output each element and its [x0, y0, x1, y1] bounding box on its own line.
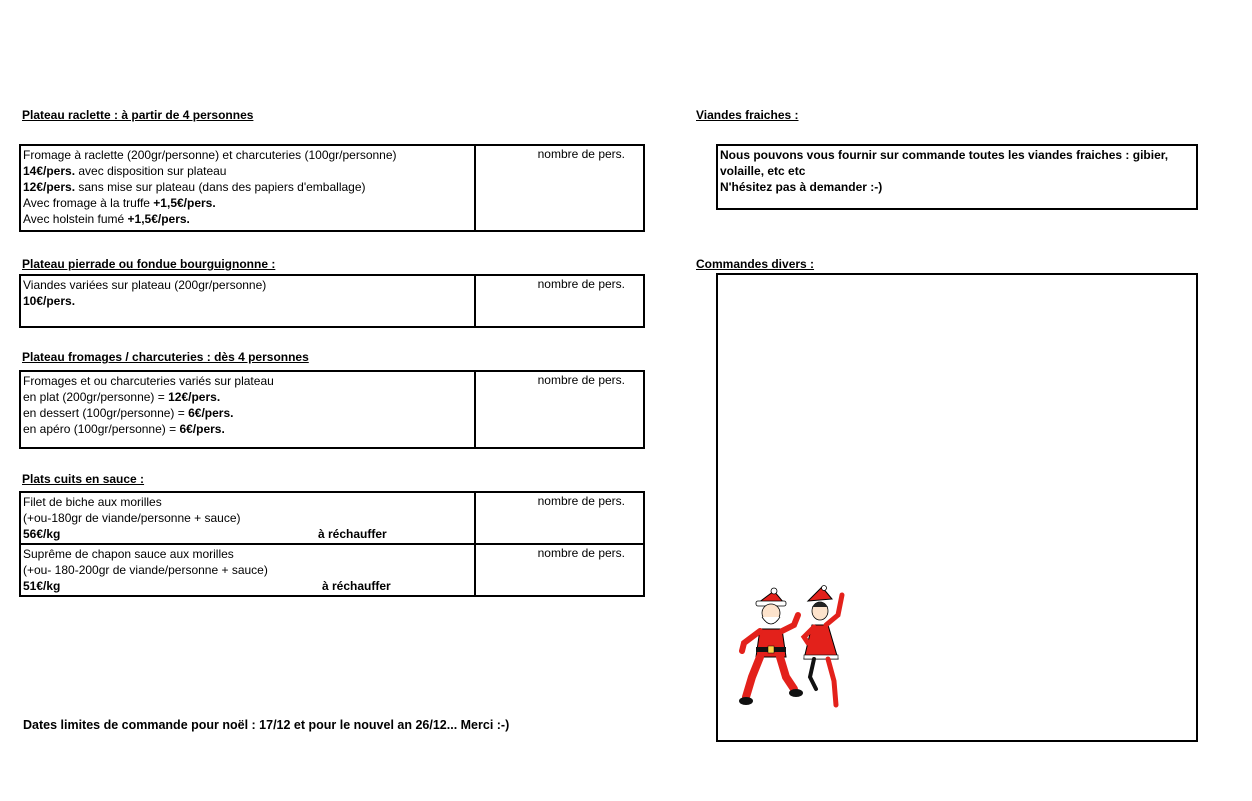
fromages-count-label: nombre de pers. [537, 373, 625, 387]
pierrade-box [19, 274, 645, 328]
fromages-apero-text: en apéro (100gr/personne) = [23, 422, 180, 436]
raclette-plateau-text: avec disposition sur plateau [75, 164, 227, 178]
biche-line2: (+ou-180gr de viande/personne + sauce) [23, 511, 241, 525]
biche-box [19, 491, 645, 545]
order-deadline: Dates limites de commande pour noël : 17/12 et pour le nouvel an 26/12... Merci :-) [23, 718, 510, 732]
chapon-count-field[interactable] [474, 545, 643, 595]
mrs-claus-figure [804, 586, 842, 706]
biche-count-label: nombre de pers. [537, 494, 625, 508]
fromages-count-field[interactable] [474, 372, 643, 447]
chapon-box [19, 543, 645, 597]
fromages-plat-text: en plat (200gr/personne) = [23, 390, 169, 404]
viandes-line1: Nous pouvons vous fournir sur commande toutes les viandes fraiches : gibier, [720, 148, 1169, 162]
raclette-truffe-price: +1,5€/pers. [153, 196, 216, 210]
viandes-text [718, 146, 1196, 196]
raclette-title: Plateau raclette : à partir de 4 personnes [22, 108, 254, 122]
chapon-price: 51€/kg [23, 579, 61, 593]
raclette-count-field[interactable] [474, 146, 643, 230]
biche-line1: Filet de biche aux morilles [23, 495, 162, 509]
chapon-reheat-note: à réchauffer [322, 579, 391, 593]
fromages-dessert-text: en dessert (100gr/personne) = [23, 406, 189, 420]
viandes-title: Viandes fraiches : [696, 108, 799, 122]
fromages-description [21, 372, 476, 447]
pierrade-description [21, 276, 476, 326]
raclette-holstein-text: Avec holstein fumé [23, 212, 128, 226]
fromages-dessert-price: 6€/pers. [188, 406, 234, 420]
biche-count-field[interactable] [474, 493, 643, 543]
raclette-line1: Fromage à raclette (200gr/personne) et charcuteries (100gr/personne) [23, 148, 397, 162]
santa-figure [739, 588, 803, 705]
plats-title: Plats cuits en sauce : [22, 472, 145, 486]
pierrade-title: Plateau pierrade ou fondue bourguignonne : [22, 257, 276, 271]
viandes-line3: N'hésitez pas à demander :-) [720, 180, 883, 194]
raclette-price-sans: 12€/pers. [23, 180, 76, 194]
fromages-box [19, 370, 645, 449]
chapon-count-label: nombre de pers. [537, 546, 625, 560]
biche-reheat-note: à réchauffer [318, 527, 387, 541]
raclette-holstein-price: +1,5€/pers. [127, 212, 190, 226]
fromages-title: Plateau fromages / charcuteries : dès 4 personnes [22, 350, 309, 364]
raclette-count-label: nombre de pers. [537, 147, 625, 161]
fromages-plat-price: 12€/pers. [168, 390, 221, 404]
divers-title: Commandes divers : [696, 257, 815, 271]
raclette-truffe-text: Avec fromage à la truffe [23, 196, 154, 210]
raclette-box [19, 144, 645, 232]
pierrade-count-label: nombre de pers. [537, 277, 625, 291]
divers-box[interactable] [716, 273, 1198, 742]
fromages-apero-price: 6€/pers. [179, 422, 225, 436]
raclette-sans-text: sans mise sur plateau (dans des papiers d'emballage) [75, 180, 366, 194]
raclette-description [21, 146, 476, 230]
biche-price: 56€/kg [23, 527, 61, 541]
raclette-price-plateau: 14€/pers. [23, 164, 76, 178]
chapon-line1: Suprême de chapon sauce aux morilles [23, 547, 234, 561]
santa-couple-illustration [738, 585, 848, 710]
chapon-line2: (+ou- 180-200gr de viande/personne + sauce) [23, 563, 268, 577]
pierrade-line1: Viandes variées sur plateau (200gr/personne) [23, 278, 267, 292]
pierrade-count-field[interactable] [474, 276, 643, 326]
viandes-line2: volaille, etc etc [720, 164, 806, 178]
viandes-box [716, 144, 1198, 210]
biche-description [21, 493, 476, 543]
pierrade-price: 10€/pers. [23, 294, 76, 308]
chapon-description [21, 545, 476, 595]
fromages-line1: Fromages et ou charcuteries variés sur plateau [23, 374, 274, 388]
